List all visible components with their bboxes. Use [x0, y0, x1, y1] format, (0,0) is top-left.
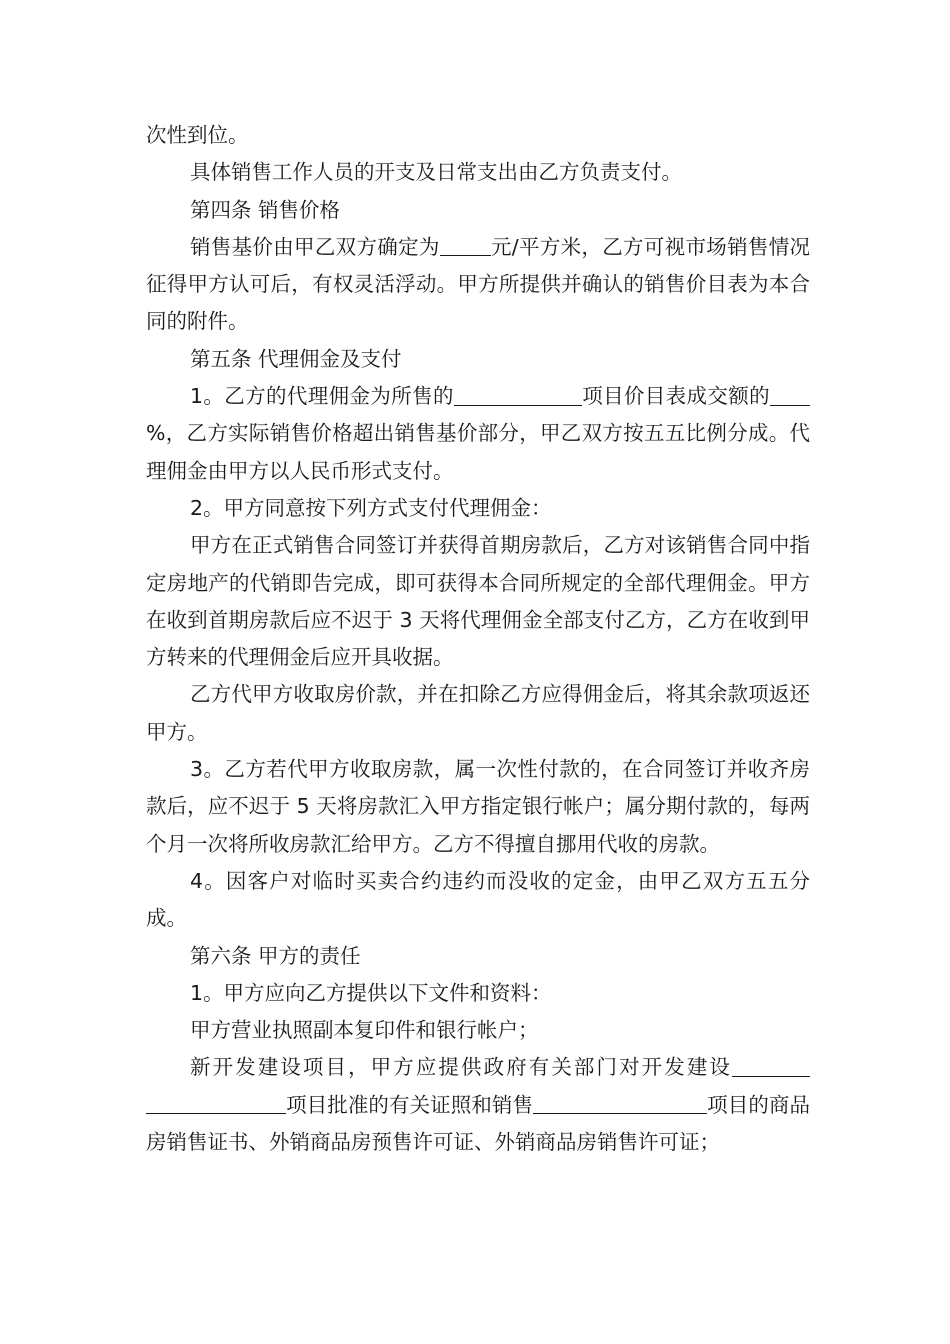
blank-line	[440, 233, 491, 257]
text-segment: 项目价目表成交额的	[581, 384, 771, 409]
paragraph: 次性到位。	[146, 123, 249, 147]
paragraph	[146, 229, 810, 341]
blank-line	[146, 1091, 286, 1115]
blank-line	[533, 1091, 707, 1115]
text-segment: 新开发建设项目，甲方应提供政府有关部门对开发建设	[190, 1055, 732, 1080]
paragraph: 4。因客户对临时买卖合约违约而没收的定金，由甲乙双方五五分成。	[146, 868, 810, 931]
document-body	[146, 117, 810, 1161]
paragraph: 乙方代甲方收取房价款，并在扣除乙方应得佣金后，将其余款项返还甲方。	[146, 682, 810, 744]
blank-line	[454, 382, 582, 406]
paragraph: 2。甲方同意按下列方式支付代理佣金：	[190, 495, 552, 520]
blank-line	[732, 1053, 810, 1077]
text-segment: 项目的商品房销售证书、外销商品房预售许可证、外销商品房销售许可证；	[146, 1092, 811, 1155]
blank-line	[770, 382, 810, 406]
paragraph: 甲方营业执照副本复印件和银行帐户；	[190, 1018, 539, 1043]
text-segment: 1。乙方的代理佣金为所售的	[190, 384, 454, 409]
paragraph	[146, 378, 810, 490]
text-segment: 项目批准的有关证照和销售	[286, 1092, 534, 1117]
paragraph: 1。甲方应向乙方提供以下文件和资料：	[190, 980, 552, 1005]
text-segment: %，乙方实际销售价格超出销售基价部分，甲乙双方按五五比例分成。代理佣金由甲方以人民币形式支付。	[146, 421, 810, 483]
text-segment: 销售基价由甲乙双方确定为	[190, 234, 440, 259]
paragraph: 甲方在正式销售合同签订并获得首期房款后，乙方对该销售合同中指定房地产的代销即告完成，即可获得本合同所规定的全部代理佣金。甲方在收到首期房款后应不迟于 3 天将代理佣金全部支付乙方，乙方在收到甲方转来的代理佣金后应开具收据。	[146, 533, 810, 670]
paragraph	[146, 1049, 810, 1161]
section-heading-6: 第六条 甲方的责任	[190, 943, 361, 968]
section-heading-4: 第四条 销售价格	[190, 197, 341, 222]
paragraph: 具体销售工作人员的开支及日常支出由乙方负责支付。	[190, 160, 682, 185]
paragraph: 3。乙方若代甲方收取房款，属一次性付款的，在合同签订并收齐房款后，应不迟于 5 天将房款汇入甲方指定银行帐户；属分期付款的，每两个月一次将所收房款汇给甲方。乙方不得擅自挪用代收的房款。	[146, 757, 810, 856]
text-segment: 元/平方米，乙方可视市场销售情况征得甲方认可后，有权灵活浮动。甲方所提供并确认的销售价目表为本合同的附件。	[146, 234, 811, 334]
section-heading-5: 第五条 代理佣金及支付	[190, 346, 402, 371]
